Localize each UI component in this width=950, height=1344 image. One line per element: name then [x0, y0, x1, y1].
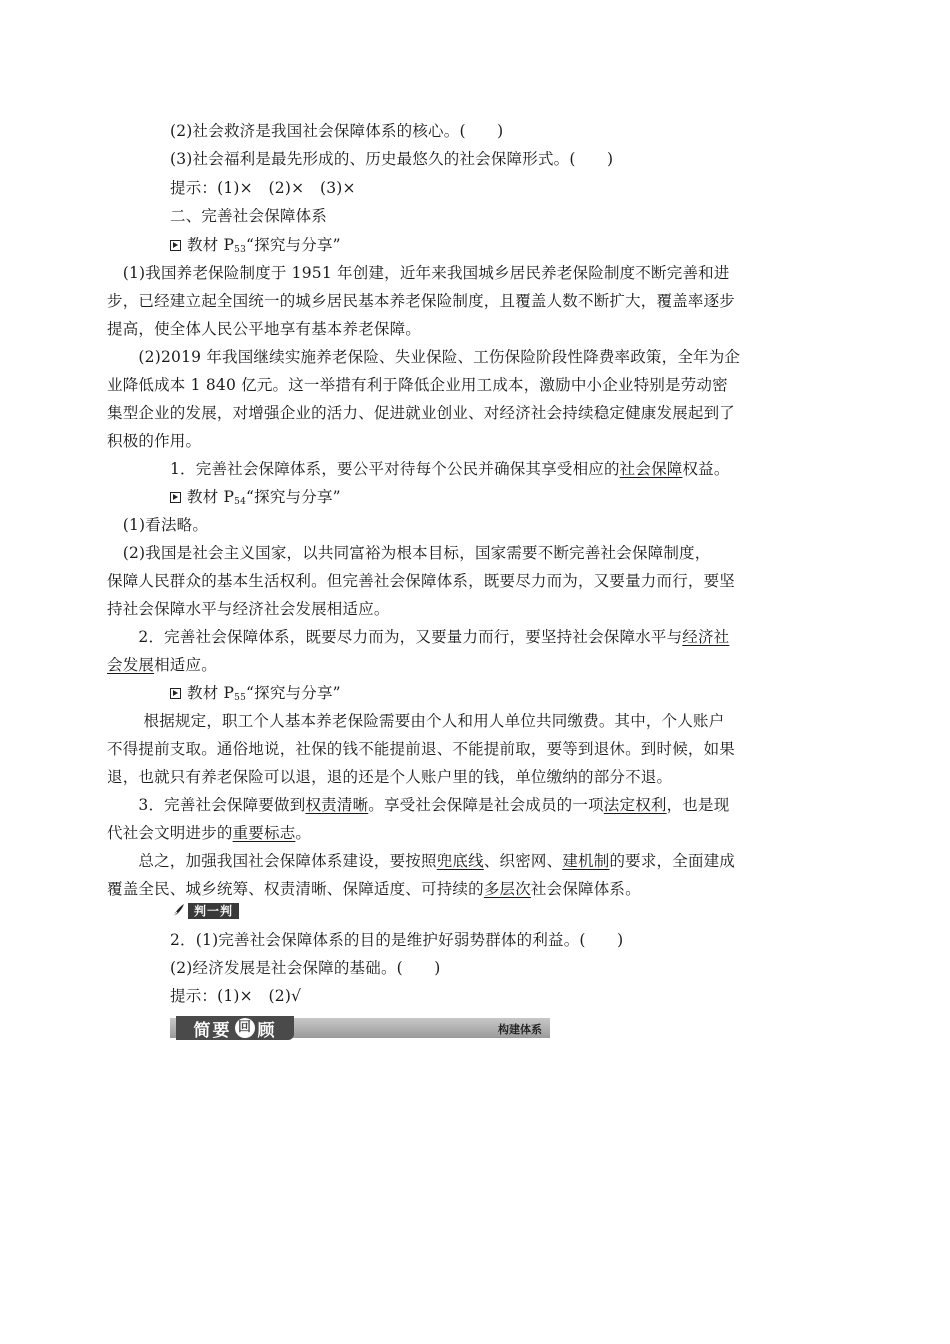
- point-3: 3．完善社会保障要做到权责清晰。享受社会保障是社会成员的一项法定权利，也是现: [107, 796, 730, 814]
- question-3: (3)社会福利是最先形成的、历史最悠久的社会保障形式。( ): [170, 150, 614, 168]
- textbook-ref-54: 教材 $P_{54}“$探究与分享”: [170, 486, 341, 513]
- paragraph-line: (1)看法略。: [107, 516, 209, 534]
- banner-title: 简要 回 顾: [176, 1016, 294, 1040]
- judge-label: 判一判: [188, 903, 239, 919]
- paragraph-line: (1)我国养老保险制度于 1951 年创建，近年来我国城乡居民养老保险制度不断完善和进: [107, 264, 730, 282]
- paragraph-line: 业降低成本 1 840 亿元。这一举措有利于降低企业用工成本，激励中小企业特别是劳动密: [107, 376, 728, 394]
- judge-badge: [170, 902, 239, 920]
- paragraph-line: 提高，使全体人民公平地享有基本养老保障。: [107, 320, 422, 338]
- paragraph-line: 不得提前支取。通俗地说，社保的钱不能提前退、不能提前取，要等到退休。到时候，如果: [107, 740, 736, 758]
- paragraph-line: 步，已经建立起全国统一的城乡居民基本养老保险制度，且覆盖人数不断扩大，覆盖率逐步: [107, 292, 736, 310]
- point-2: 2．完善社会保障体系，既要尽力而为，又要量力而行，要坚持社会保障水平与经济社: [107, 628, 730, 646]
- review-banner: [170, 1016, 550, 1040]
- section-heading-2: 二、完善社会保障体系: [170, 207, 328, 225]
- hint-2: 提示：(1)× (2)√: [170, 987, 302, 1005]
- summary-cont: 覆盖全民、城乡统筹、权责清晰、保障适度、可持续的多层次社会保障体系。: [107, 880, 641, 898]
- play-box-icon: [170, 688, 181, 699]
- paragraph-line: 积极的作用。: [107, 432, 202, 450]
- quill-icon: [170, 903, 186, 919]
- play-box-icon: [170, 492, 181, 503]
- point-2-cont: 会发展相适应。: [107, 656, 217, 674]
- play-box-icon: [170, 240, 181, 251]
- textbook-ref-53: 教材 $P_{53}“$探究与分享”: [170, 234, 341, 261]
- hint-1: 提示：(1)× (2)× (3)×: [170, 179, 356, 197]
- circle-badge: 回: [235, 1018, 255, 1038]
- textbook-ref-55: 教材 $P_{55}“$探究与分享”: [170, 682, 341, 709]
- point-1: 1．完善社会保障体系，要公平对待每个公民并确保其享受相应的社会保障权益。: [170, 460, 730, 478]
- judge-question-2: (2)经济发展是社会保障的基础。( ): [170, 959, 441, 977]
- banner-subtitle: 构建体系: [498, 1023, 542, 1036]
- paragraph-line: 持社会保障水平与经济社会发展相适应。: [107, 600, 390, 618]
- judge-question-1: 2．(1)完善社会保障体系的目的是维护好弱势群体的利益。( ): [170, 931, 624, 949]
- paragraph-line: 保障人民群众的基本生活权利。但完善社会保障体系，既要尽力而为，又要量力而行，要坚: [107, 572, 736, 590]
- paragraph-line: (2)我国是社会主义国家，以共同富裕为根本目标，国家需要不断完善社会保障制度，: [107, 544, 711, 562]
- question-2: (2)社会救济是我国社会保障体系的核心。( ): [170, 122, 504, 140]
- paragraph-line: 集型企业的发展，对增强企业的活力、促进就业创业、对经济社会持续稳定健康发展起到了: [107, 404, 736, 422]
- summary: 总之，加强我国社会保障体系建设，要按照兜底线、织密网、建机制的要求，全面建成: [107, 852, 736, 870]
- paragraph-line: (2)2019 年我国继续实施养老保险、失业保险、工伤保险阶段性降费率政策，全年为企: [107, 348, 741, 366]
- paragraph-line: 退，也就只有养老保险可以退，退的还是个人账户里的钱，单位缴纳的部分不退。: [107, 768, 673, 786]
- paragraph-line: 根据规定，职工个人基本养老保险需要由个人和用人单位共同缴费。其中，个人账户: [107, 712, 725, 730]
- point-3-cont: 代社会文明进步的重要标志。: [107, 824, 312, 842]
